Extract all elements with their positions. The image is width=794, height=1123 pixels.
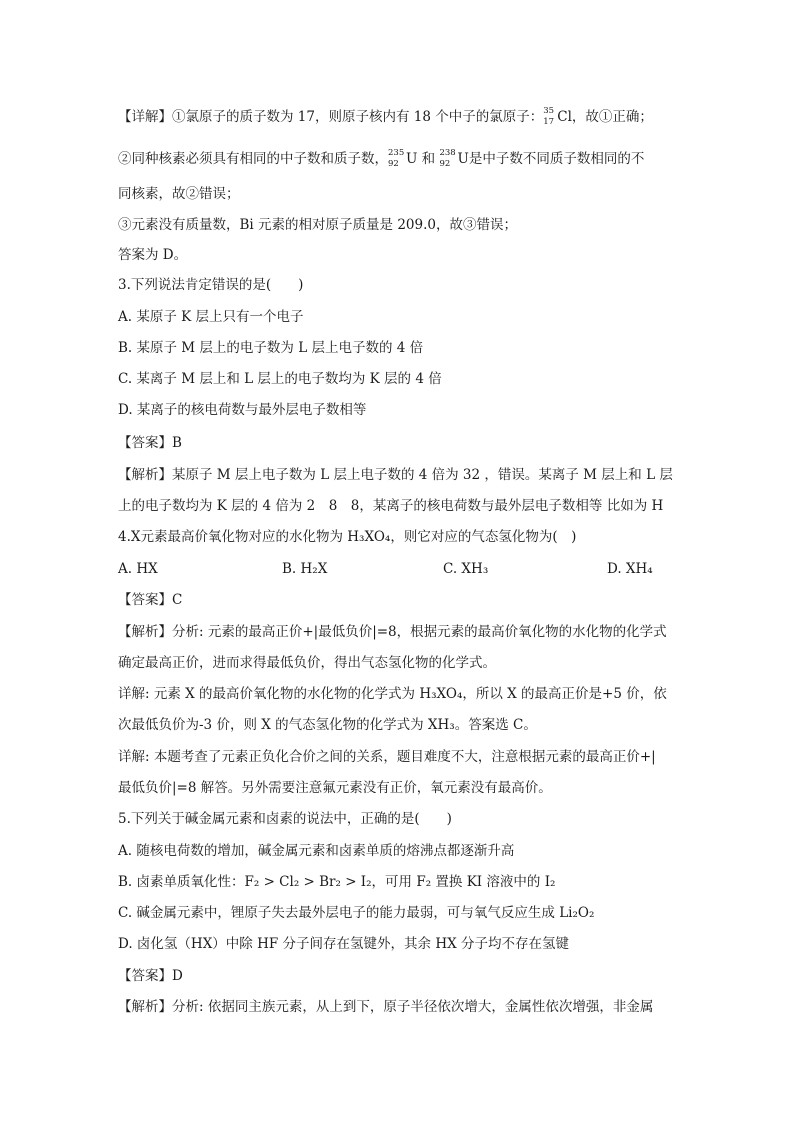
q5-option-a: A. 随核电荷数的增加，碱金属元素和卤素单质的熔沸点都逐渐升高 (118, 843, 515, 859)
q3-option-d: D. 某离子的核电荷数与最外层电子数相等 (118, 402, 367, 418)
atomic-number: 17 (543, 116, 555, 127)
q4-option-b: B. H₂X (282, 561, 328, 577)
question-4: 4.X元素最高价氧化物对应的水化物为 H₃XO₄，则它对应的气态氢化物为( ) (118, 529, 577, 545)
q5-answer: 【答案】D (118, 968, 183, 984)
detail-line-4: ③元素没有质量数，Bi 元素的相对原子质量是 209.0，故③错误； (118, 217, 517, 233)
q4-explanation-2: 确定最高正价，进而求得最低负价，得出气态氢化物的化学式。 (118, 655, 496, 671)
atomic-number: 92 (439, 158, 451, 169)
q4-option-d: D. XH₄ (607, 561, 653, 577)
q3-explanation-1: 【解析】某原子 M 层上电子数为 L 层上电子数的 4 倍为 32 ，错误。某离子 M 层上和 L 层 (118, 467, 673, 483)
q4-explanation-5: 详解: 本题考查了元素正负化合价之间的关系，题目难度不大，注意根据元素的最高正价+| (118, 749, 656, 765)
q4-explanation-3: 详解: 元素 X 的最高价氧化物的水化物的化学式为 H₃XO₄，所以 X 的最高正价是+5 价，依 (118, 686, 667, 702)
q3-option-a: A. 某原子 K 层上只有一个电子 (118, 309, 304, 325)
element-symbol: U (457, 151, 469, 167)
q4-explanation-4: 次最低负价为-3 价，则 X 的气态氢化物的化学式为 XH₃。答案选 C。 (118, 717, 537, 733)
q5-option-b: B. 卤素单质氧化性：F₂ > Cl₂ > Br₂ > I₂，可用 F₂ 置换 KI 溶液中的 I₂ (118, 874, 556, 890)
detail-text-2: ②同种核素必须具有相同的中子数和质子数， (118, 151, 388, 167)
isotope-cl-notation (543, 105, 557, 128)
detail-line-2 (118, 149, 678, 170)
detail-tail-1: ，故①正确； (571, 109, 653, 125)
mass-number: 35 (543, 105, 555, 116)
detail-text-1: 【详解】①氯原子的质子数为 17，则原子核内有 18 个中子的氯原子： (118, 109, 544, 125)
q5-explanation-1: 【解析】分析: 依据同主族元素，从上到下，原子半径依次增大，金属性依次增强，非金属 (118, 999, 654, 1015)
q3-explanation-2: 上的电子数均为 K 层的 4 倍为 2 8 8，某离子的核电荷数与最外层电子数相等 比如为 H (118, 498, 664, 514)
atomic-number: 92 (388, 158, 399, 169)
element-symbol: U (406, 151, 418, 167)
q5-option-d: D. 卤化氢（HX）中除 HF 分子间存在氢键外，其余 HX 分子均不存在氢键 (118, 936, 569, 952)
conjunction: 和 (417, 151, 440, 167)
q3-answer: 【答案】B (118, 435, 182, 451)
mass-number: 238 (439, 147, 456, 158)
q4-explanation-6: 最低负价|=8 解答。另外需要注意氟元素没有正价，氧元素没有最高价。 (118, 780, 552, 796)
q3-option-c: C. 某离子 M 层上和 L 层上的电子数均为 K 层的 4 倍 (118, 371, 442, 387)
q4-option-c: C. XH₃ (443, 561, 489, 577)
q4-answer: 【答案】C (118, 592, 183, 608)
q3-option-b: B. 某原子 M 层上的电子数为 L 层上电子数的 4 倍 (118, 340, 424, 356)
q4-option-a: A. HX (118, 561, 158, 577)
element-symbol: Cl (557, 109, 572, 125)
q4-options-row (118, 559, 678, 579)
detail-text-2b: 是中子数不同质子数相同的不 (468, 151, 645, 167)
question-5: 5.下列关于碱金属元素和卤素的说法中，正确的是( ) (118, 811, 452, 827)
detail-line-3: 同核素，故②错误； (118, 186, 240, 202)
mass-number: 235 (388, 147, 405, 158)
detail-line-1 (118, 107, 678, 128)
question-3: 3.下列说法肯定错误的是( ) (118, 277, 304, 293)
isotope-u238-notation (439, 147, 457, 170)
answer-line: 答案为 D。 (118, 247, 188, 263)
isotope-u235-notation (388, 147, 406, 170)
q5-option-c: C. 碱金属元素中，锂原子失去最外层电子的能力最弱，可与氧气反应生成 Li₂O₂ (118, 905, 595, 921)
q4-explanation-1: 【解析】分析: 元素的最高正价+|最低负价|=8，根据元素的最高价氧化物的水化物的化学式 (118, 624, 667, 640)
